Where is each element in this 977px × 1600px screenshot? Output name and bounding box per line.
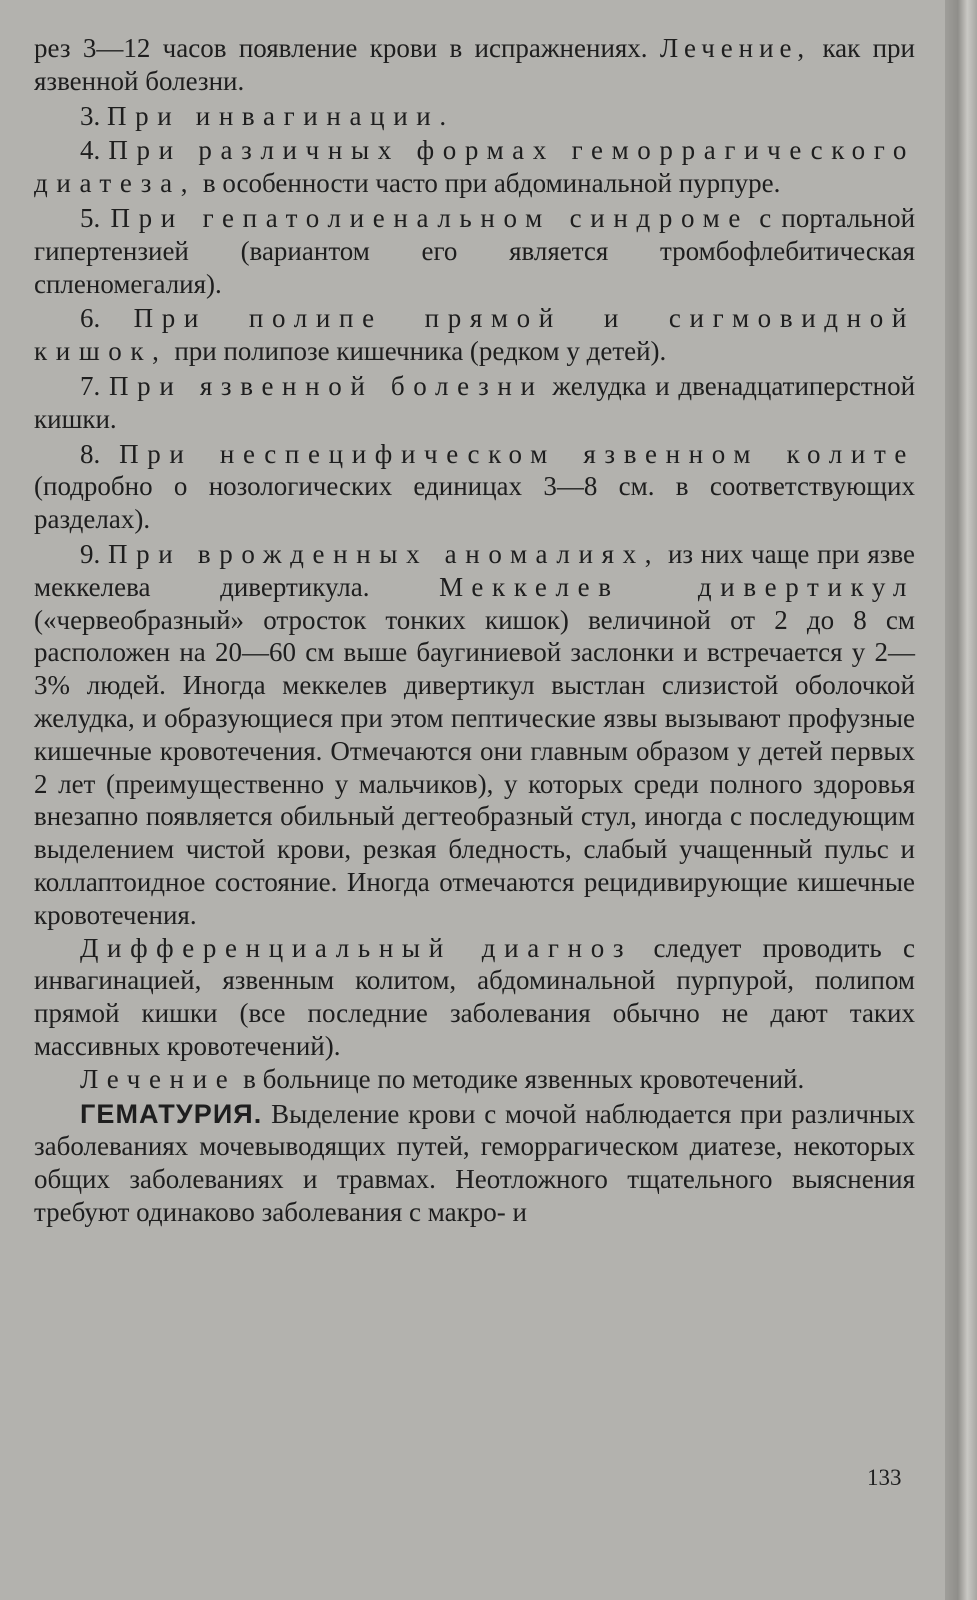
- text: в особенности часто при абдоминальной пурпуре.: [202, 168, 781, 199]
- spaced-text: При инвагинации.: [107, 100, 455, 131]
- text: желудка и двенадцатиперстной кишки.: [34, 370, 916, 434]
- paragraph-item-7: [34, 370, 915, 436]
- spaced-text: При различных формах геморрагического диатеза,: [34, 135, 915, 199]
- text: как при язвенной болезни.: [34, 33, 915, 96]
- paragraph-hematuria: [34, 1098, 915, 1229]
- text: из них чаще при язве меккелева дивертикула.: [34, 538, 915, 602]
- paragraph-item-5: [34, 202, 915, 300]
- spaced-text: Лечение,: [659, 33, 811, 63]
- paragraph-differential-diagnosis: [34, 932, 915, 1063]
- section-heading: ГЕМАТУРИЯ.: [80, 1098, 263, 1129]
- text: (подробно о нозологических единицах 3—8 см. в соответствующих разделах).: [34, 471, 915, 535]
- item-number: 8.: [80, 438, 101, 469]
- spaced-text: При язвенной болезни: [109, 370, 544, 401]
- page-number: 133: [867, 1465, 902, 1490]
- item-number: 5.: [80, 202, 101, 233]
- item-number: 3.: [80, 100, 101, 131]
- text: в больнице по методике язвенных кровотечений.: [243, 1063, 805, 1094]
- text: Выделение крови с мочой наблюдается при различных заболеваниях мочевыводящих путей, геморрагическом диатезе, некоторых общих заболеваниях и травмах. Неотложного тщательного выяснения требуют одинаково заболевания с макро- и: [34, 1098, 915, 1227]
- book-edge: [945, 0, 977, 1600]
- paragraph-item-3: [34, 100, 915, 133]
- spaced-text: При гепатолиенальном синдроме: [110, 202, 749, 233]
- paragraph-item-9: [34, 538, 915, 932]
- spaced-text: Лечение: [80, 1063, 237, 1094]
- item-number: 6.: [80, 303, 101, 334]
- paragraph-item-4: [34, 134, 915, 200]
- text: рез 3—12 часов появление крови в испражнениях.: [34, 33, 648, 63]
- item-number: 7.: [80, 370, 101, 401]
- paragraph-item-6: [34, 302, 915, 368]
- spaced-text: Дифференциальный диагноз: [80, 932, 633, 963]
- text: следует проводить с инвагинацией, язвенным колитом, абдоминальной пурпурой, полипом прямой кишки (все последние заболевания обычно не дают таких массивных кровотечений).: [34, 932, 915, 1061]
- spaced-text: При врожденных аномалиях,: [108, 538, 661, 569]
- text: («червеобразный» отросток тонких кишок) величиной от 2 до 8 см расположен на 20—60 см выше баугиниевой заслонки и встречается у 2—3% людей. Иногда меккелев дивертикул выстлан слизистой оболочкой желудка, и образующиеся при этом пептические язвы вызывают профузные кишечные кровотечения. Отмечаются они главным образом у детей первых 2 лет (преимущественно у мальчиков), у которых среди полного здоровья внезапно появляется обильный дегтеобразный стул, иногда с последующим выделением чистой крови, резкая бледность, слабый учащенный пульс и коллаптоидное состояние. Иногда отмечаются рецидивирующие кишечные кровотечения.: [34, 604, 915, 930]
- paragraph-treatment: [34, 1063, 915, 1096]
- item-number: 9.: [80, 538, 101, 569]
- text: при полипозе кишечника (редком у детей).: [174, 336, 667, 367]
- item-number: 4.: [80, 135, 101, 166]
- spaced-text: Меккелев дивертикул: [439, 571, 915, 602]
- paragraph-item-8: [34, 438, 915, 536]
- text: с портальной гипертензией (вариантом его является тромбофлебитическая спленомегалия).: [34, 202, 916, 299]
- spaced-text: При полипе прямой и сигмовидной кишок,: [34, 303, 916, 367]
- paragraph-intro: [34, 32, 915, 98]
- spaced-text: При неспецифическом язвенном колите: [119, 438, 916, 469]
